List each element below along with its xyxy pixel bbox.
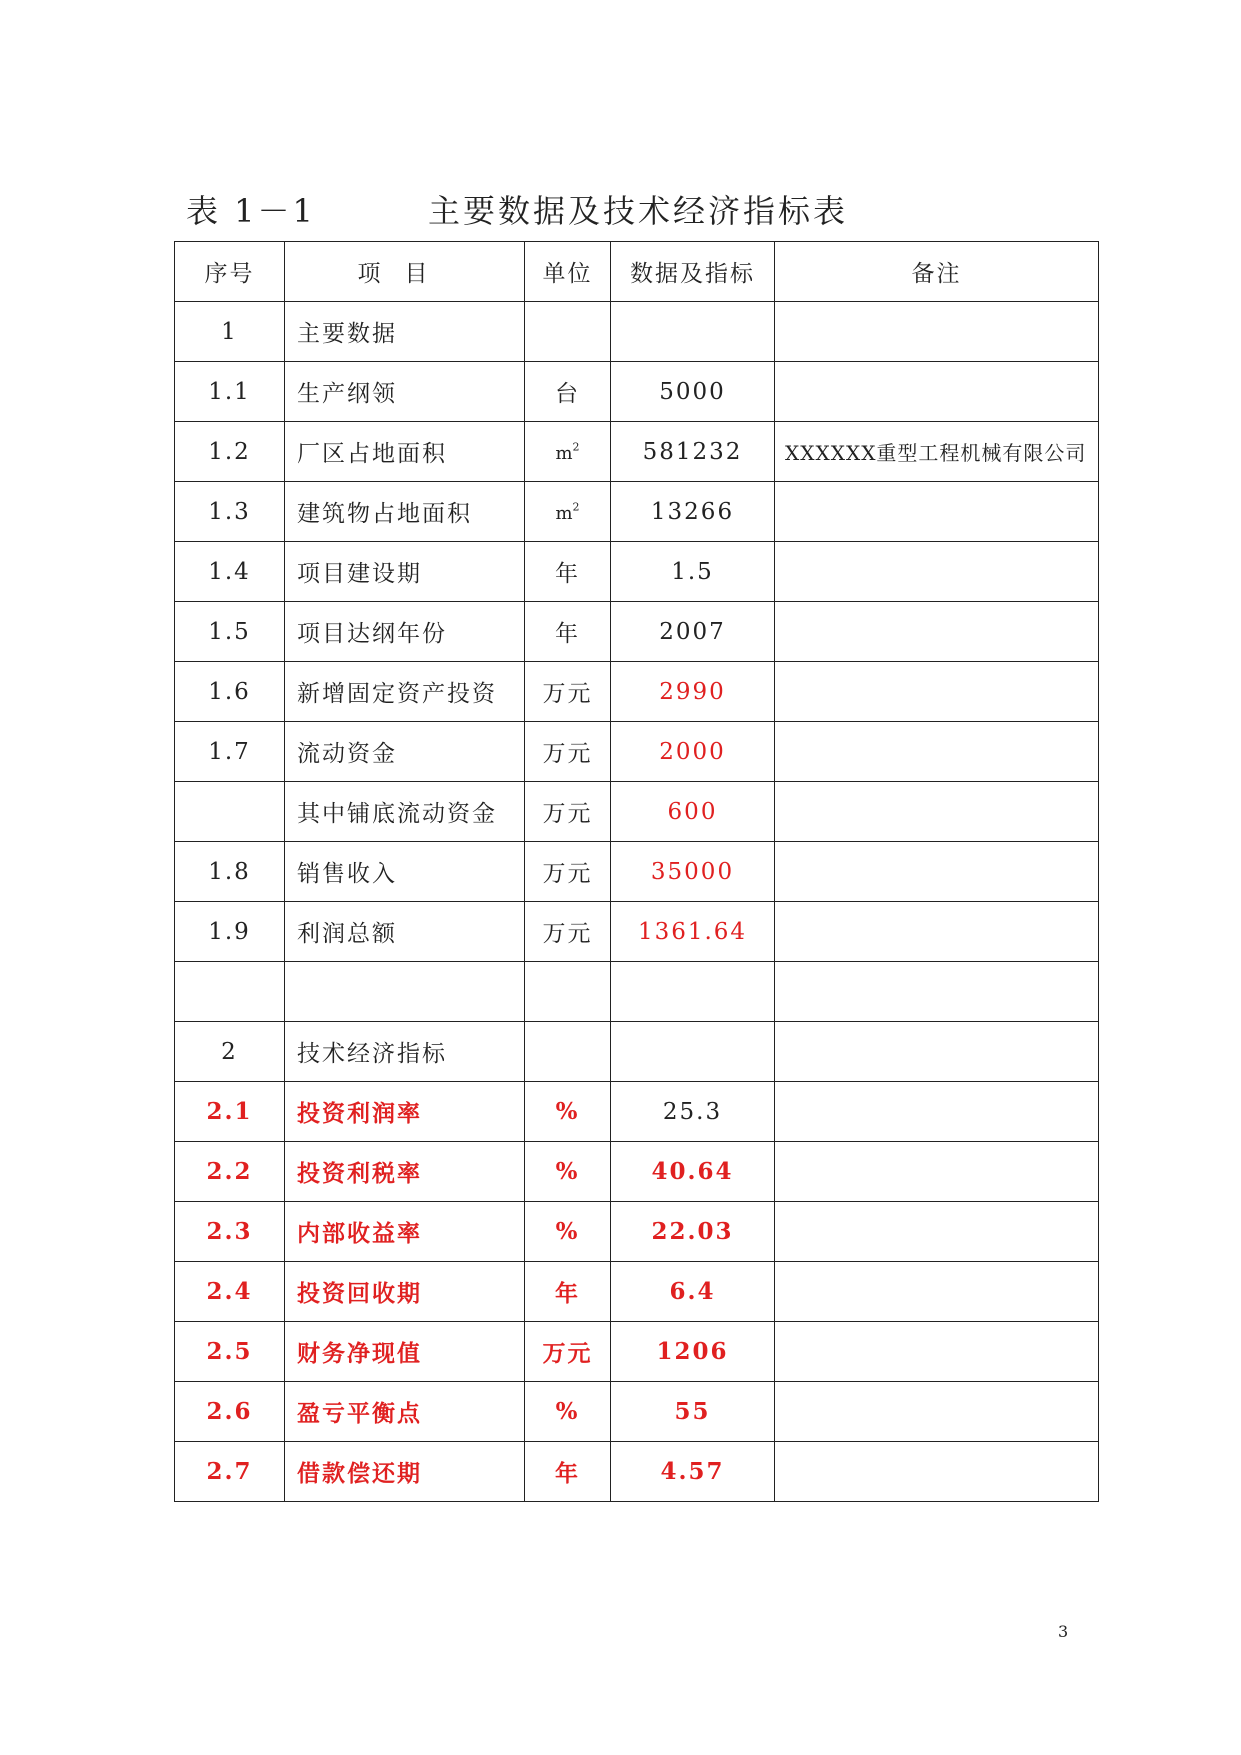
- row-unit: 万元: [525, 782, 611, 842]
- table-row: [175, 1322, 1099, 1382]
- row-unit: %: [525, 1382, 611, 1442]
- row-value: [611, 302, 775, 362]
- row-note: [775, 602, 1099, 662]
- row-note: [775, 842, 1099, 902]
- row-no: 2.7: [175, 1442, 285, 1502]
- row-no: 2.3: [175, 1202, 285, 1262]
- row-no: 2.6: [175, 1382, 285, 1442]
- row-value: [611, 1022, 775, 1082]
- row-value: 6.4: [611, 1262, 775, 1322]
- row-note: [775, 482, 1099, 542]
- table-number: 表 1－1: [186, 192, 316, 230]
- table-row: [175, 482, 1099, 542]
- row-unit: 万元: [525, 902, 611, 962]
- row-value: 13266: [611, 482, 775, 542]
- row-value: 600: [611, 782, 775, 842]
- row-note: [775, 1082, 1099, 1142]
- unit-superscript: 2: [572, 439, 580, 453]
- table-row: [175, 842, 1099, 902]
- header-no: 序号: [175, 242, 285, 302]
- row-no: 1.1: [175, 362, 285, 422]
- row-unit: [525, 482, 611, 542]
- table-title: 主要数据及技术经济指标表: [428, 192, 849, 230]
- row-value: 4.57: [611, 1442, 775, 1502]
- row-item: 投资利润率: [285, 1082, 525, 1142]
- row-value: 2990: [611, 662, 775, 722]
- row-value: 5000: [611, 362, 775, 422]
- row-item: 厂区占地面积: [285, 422, 525, 482]
- row-item: 生产纲领: [285, 362, 525, 422]
- row-note: [775, 962, 1099, 1022]
- row-unit: 台: [525, 362, 611, 422]
- table-row: [175, 542, 1099, 602]
- table-row: [175, 362, 1099, 422]
- row-item: 销售收入: [285, 842, 525, 902]
- row-unit: %: [525, 1142, 611, 1202]
- row-value: 2000: [611, 722, 775, 782]
- row-value: 25.3: [611, 1082, 775, 1142]
- row-unit: 万元: [525, 662, 611, 722]
- row-note: [775, 1382, 1099, 1442]
- row-item: 内部收益率: [285, 1202, 525, 1262]
- row-unit: [525, 302, 611, 362]
- table-row: [175, 662, 1099, 722]
- table-title-row: [186, 186, 1106, 230]
- row-item: 借款偿还期: [285, 1442, 525, 1502]
- table-row: [175, 1202, 1099, 1262]
- row-note: [775, 1262, 1099, 1322]
- row-unit: [525, 1022, 611, 1082]
- row-note: [775, 302, 1099, 362]
- table-row: [175, 1142, 1099, 1202]
- unit-superscript: 2: [572, 499, 580, 513]
- page-number: 3: [1058, 1622, 1069, 1641]
- row-no: 2: [175, 1022, 285, 1082]
- row-note: [775, 782, 1099, 842]
- row-no: 1.7: [175, 722, 285, 782]
- table-header-row: [175, 242, 1099, 302]
- row-unit: 万元: [525, 842, 611, 902]
- row-value: 55: [611, 1382, 775, 1442]
- unit-base: m: [555, 502, 573, 524]
- row-no: 1.9: [175, 902, 285, 962]
- table-row: [175, 422, 1099, 482]
- row-no: 2.2: [175, 1142, 285, 1202]
- row-value: 22.03: [611, 1202, 775, 1262]
- row-value: 1.5: [611, 542, 775, 602]
- row-no: 2.5: [175, 1322, 285, 1382]
- header-unit: 单位: [525, 242, 611, 302]
- row-note: XXXXXX重型工程机械有限公司: [775, 422, 1099, 482]
- row-note: [775, 902, 1099, 962]
- table-row: [175, 602, 1099, 662]
- row-item: 其中铺底流动资金: [285, 782, 525, 842]
- row-item: 技术经济指标: [285, 1022, 525, 1082]
- row-note: [775, 362, 1099, 422]
- row-no: 2.1: [175, 1082, 285, 1142]
- row-item: [285, 962, 525, 1022]
- row-item: 利润总额: [285, 902, 525, 962]
- row-item: 盈亏平衡点: [285, 1382, 525, 1442]
- row-note: [775, 722, 1099, 782]
- row-unit: %: [525, 1082, 611, 1142]
- row-no: 1.4: [175, 542, 285, 602]
- row-item: 新增固定资产投资: [285, 662, 525, 722]
- row-unit: 万元: [525, 1322, 611, 1382]
- row-value: 1361.64: [611, 902, 775, 962]
- row-no: 1.8: [175, 842, 285, 902]
- row-no: 1: [175, 302, 285, 362]
- row-no: 1.2: [175, 422, 285, 482]
- header-note: 备注: [775, 242, 1099, 302]
- row-no: 1.3: [175, 482, 285, 542]
- row-value: 40.64: [611, 1142, 775, 1202]
- row-unit: 年: [525, 1442, 611, 1502]
- unit-base: m: [555, 442, 573, 464]
- row-value: 581232: [611, 422, 775, 482]
- row-value: [611, 962, 775, 1022]
- row-note: [775, 542, 1099, 602]
- row-value: 1206: [611, 1322, 775, 1382]
- row-item: 流动资金: [285, 722, 525, 782]
- row-item: 项目达纲年份: [285, 602, 525, 662]
- row-no: [175, 782, 285, 842]
- row-item: 建筑物占地面积: [285, 482, 525, 542]
- table-row: [175, 1022, 1099, 1082]
- row-value: 2007: [611, 602, 775, 662]
- row-unit: 年: [525, 1262, 611, 1322]
- table-row: [175, 722, 1099, 782]
- table-row: [175, 782, 1099, 842]
- table-row: [175, 1382, 1099, 1442]
- row-value: 35000: [611, 842, 775, 902]
- table-row: [175, 1262, 1099, 1322]
- table-row: [175, 1082, 1099, 1142]
- row-item: 投资回收期: [285, 1262, 525, 1322]
- table-row: [175, 1442, 1099, 1502]
- row-note: [775, 1142, 1099, 1202]
- row-no: 2.4: [175, 1262, 285, 1322]
- table-row: [175, 302, 1099, 362]
- header-item: 项目: [285, 242, 525, 302]
- row-unit: %: [525, 1202, 611, 1262]
- row-note: [775, 1202, 1099, 1262]
- row-note: [775, 1322, 1099, 1382]
- row-no: [175, 962, 285, 1022]
- row-unit: 万元: [525, 722, 611, 782]
- row-unit: [525, 422, 611, 482]
- row-item: 财务净现值: [285, 1322, 525, 1382]
- table-row: [175, 962, 1099, 1022]
- row-note: [775, 1022, 1099, 1082]
- row-item: 主要数据: [285, 302, 525, 362]
- row-unit: 年: [525, 542, 611, 602]
- row-unit: 年: [525, 602, 611, 662]
- row-no: 1.6: [175, 662, 285, 722]
- indicator-table: [174, 241, 1099, 1502]
- row-item: 项目建设期: [285, 542, 525, 602]
- row-note: [775, 1442, 1099, 1502]
- row-unit: [525, 962, 611, 1022]
- table-row: [175, 902, 1099, 962]
- row-no: 1.5: [175, 602, 285, 662]
- row-note: [775, 662, 1099, 722]
- row-item: 投资利税率: [285, 1142, 525, 1202]
- header-value: 数据及指标: [611, 242, 775, 302]
